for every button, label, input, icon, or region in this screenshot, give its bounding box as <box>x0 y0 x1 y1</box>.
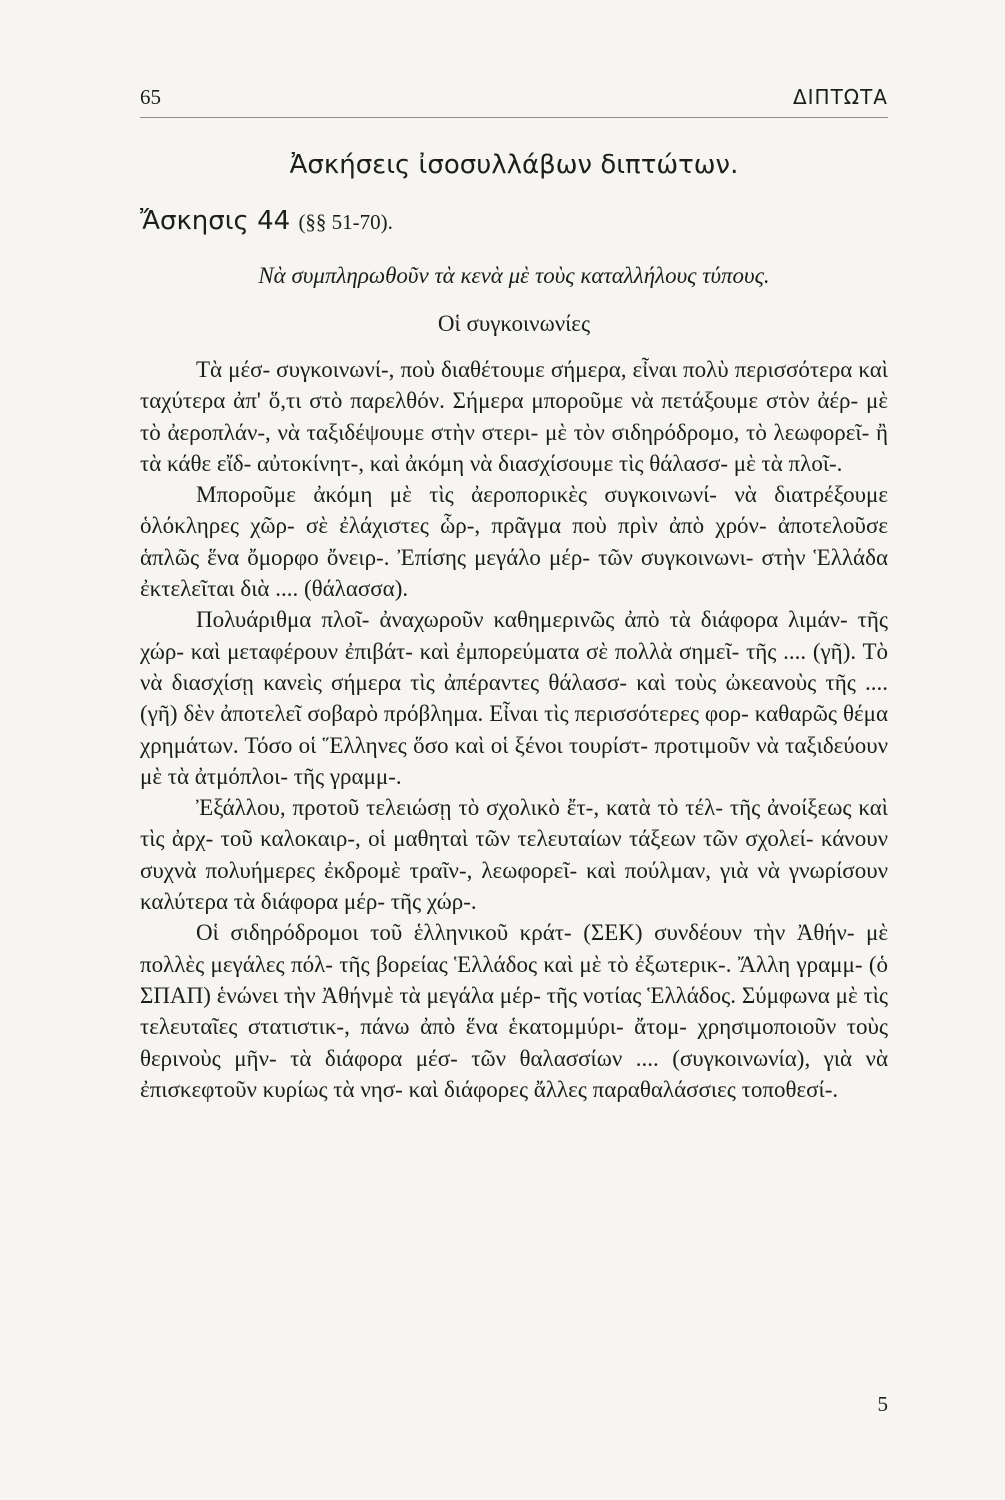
paragraph-2: Μποροῦμε ἀκόμη μὲ τὶς ἀεροπορικὲς συγκοινωνί- νὰ διατρέξουμε ὁλόκληρες χῶρ- σὲ ἐλάχιστες ὧρ-, πρᾶγμα ποὺ πρὶν ἀπὸ χρόν- ἀποτελοῦσε ἁπλῶς ἕνα ὄμορφο ὄνειρ-. Ἐπίσης μεγάλο μέρ- τῶν συγκοινωνι- στὴν Ἑλλάδα ἐκτελεῖται διὰ .... (θάλασσα). <box>140 482 888 602</box>
exercise-title <box>140 206 393 236</box>
header-rule <box>140 117 888 118</box>
section-title: Ἀσκήσεις ἰσοσυλλάβων διπτώτων. <box>289 150 739 180</box>
exercise-reference: (§§ 51-70). <box>298 210 393 234</box>
page-number-bottom: 5 <box>877 1392 888 1416</box>
page-number-top: 65 <box>140 85 161 109</box>
paragraph-5: Οἱ σιδηρόδρομοι τοῦ ἑλληνικοῦ κράτ- (ΣΕΚ) συνδέουν τὴν Ἀθήν- μὲ πολλὲς μεγάλες πόλ- τῆς βορείας Ἑλλάδος καὶ μὲ τὸ ἐξωτερικ-. Ἄλλη γραμμ- (ὁ ΣΠΑΠ) ἑνώνει τὴν Ἀθήνμὲ τὰ μεγάλα μέρ- τῆς νοτίας Ἑλλάδος. Σύμφωνα μὲ τὶς τελευταῖες στατιστικ-, πάνω ἀπὸ ἕνα ἑκατομμύρι- ἄτομ- χρησιμοποιοῦν τοὺς θερινοὺς μῆν- τὰ διάφορα μέσ- τῶν θαλασσίων .... (συγκοινωνία), γιὰ νὰ ἐπισκεφτοῦν κυρίως τὰ νησ- καὶ διάφορες ἄλλες παραθαλάσσιες τοποθεσί-. <box>140 920 888 1102</box>
running-title: ΔΙΠΤΩΤΑ <box>792 85 888 109</box>
exercise-number: Ἄσκησις 44 <box>140 206 291 236</box>
paragraph-3: Πολυάριθμα πλοῖ- ἀναχωροῦν καθημερινῶς ἀπὸ τὰ διάφορα λιμάν- τῆς χώρ- καὶ μεταφέρουν ἐπιβάτ- καὶ ἐμπορεύματα σὲ πολλὰ σημεῖ- τῆς .... (γῆ). Τὸ νὰ διασχίσῃ κανεὶς σήμερα τὶς ἀπέραντες θάλασσ- καὶ τοὺς ὠκεανοὺς τῆς .... (γῆ) δὲν ἀποτελεῖ σοβαρὸ πρόβλημα. Εἶναι τὶς περισσότερες φορ- καθαρῶς θέμα χρημάτων. Τόσο οἱ Ἕλληνες ὅσο καὶ οἱ ξένοι τουρίστ- προτιμοῦν νὰ ταξιδεύουν μὲ τὰ ἀτμόπλοι- τῆς γραμμ-. <box>140 607 888 789</box>
text-subheading: Οἱ συγκοινωνίες <box>437 311 591 336</box>
paragraph-4: Ἐξάλλου, προτοῦ τελειώσῃ τὸ σχολικὸ ἔτ-, κατὰ τὸ τέλ- τῆς ἀνοίξεως καὶ τὶς ἀρχ- τοῦ καλοκαιρ-, οἱ μαθηταὶ τῶν τελευταίων τάξεων τῶν σχολεί- κάνουν συχνὰ πολυήμερες ἐκδρομὲ τραῖν-, λεωφορεῖ- καὶ πούλμαν, γιὰ νὰ γνωρίσουν καλύτερα τὰ διάφορα μέρ- τῆς χώρ-. <box>140 795 888 915</box>
exercise-instruction: Νὰ συμπληρωθοῦν τὰ κενὰ μὲ τοὺς καταλλήλους τύπους. <box>258 263 770 288</box>
paragraph-1: Τὰ μέσ- συγκοινωνί-, ποὺ διαθέτουμε σήμερα, εἶναι πολὺ περισσότερα καὶ ταχύτερα ἀπ' ὅ,τι στὸ παρελθόν. Σήμερα μποροῦμε νὰ πετάξουμε στὸν ἀέρ- μὲ τὸ ἀεροπλάν-, νὰ ταξιδέψουμε στὴν στερι- μὲ τὸν σιδηρόδρομο, τὸ λεωφορεῖ- ἢ τὰ κάθε εἴδ- αὐτοκίνητ-, καὶ ἀκόμη νὰ διασχίσουμε τὶς θάλασσ- μὲ τὰ πλοῖ-. <box>140 357 888 476</box>
body-text <box>140 354 888 1105</box>
